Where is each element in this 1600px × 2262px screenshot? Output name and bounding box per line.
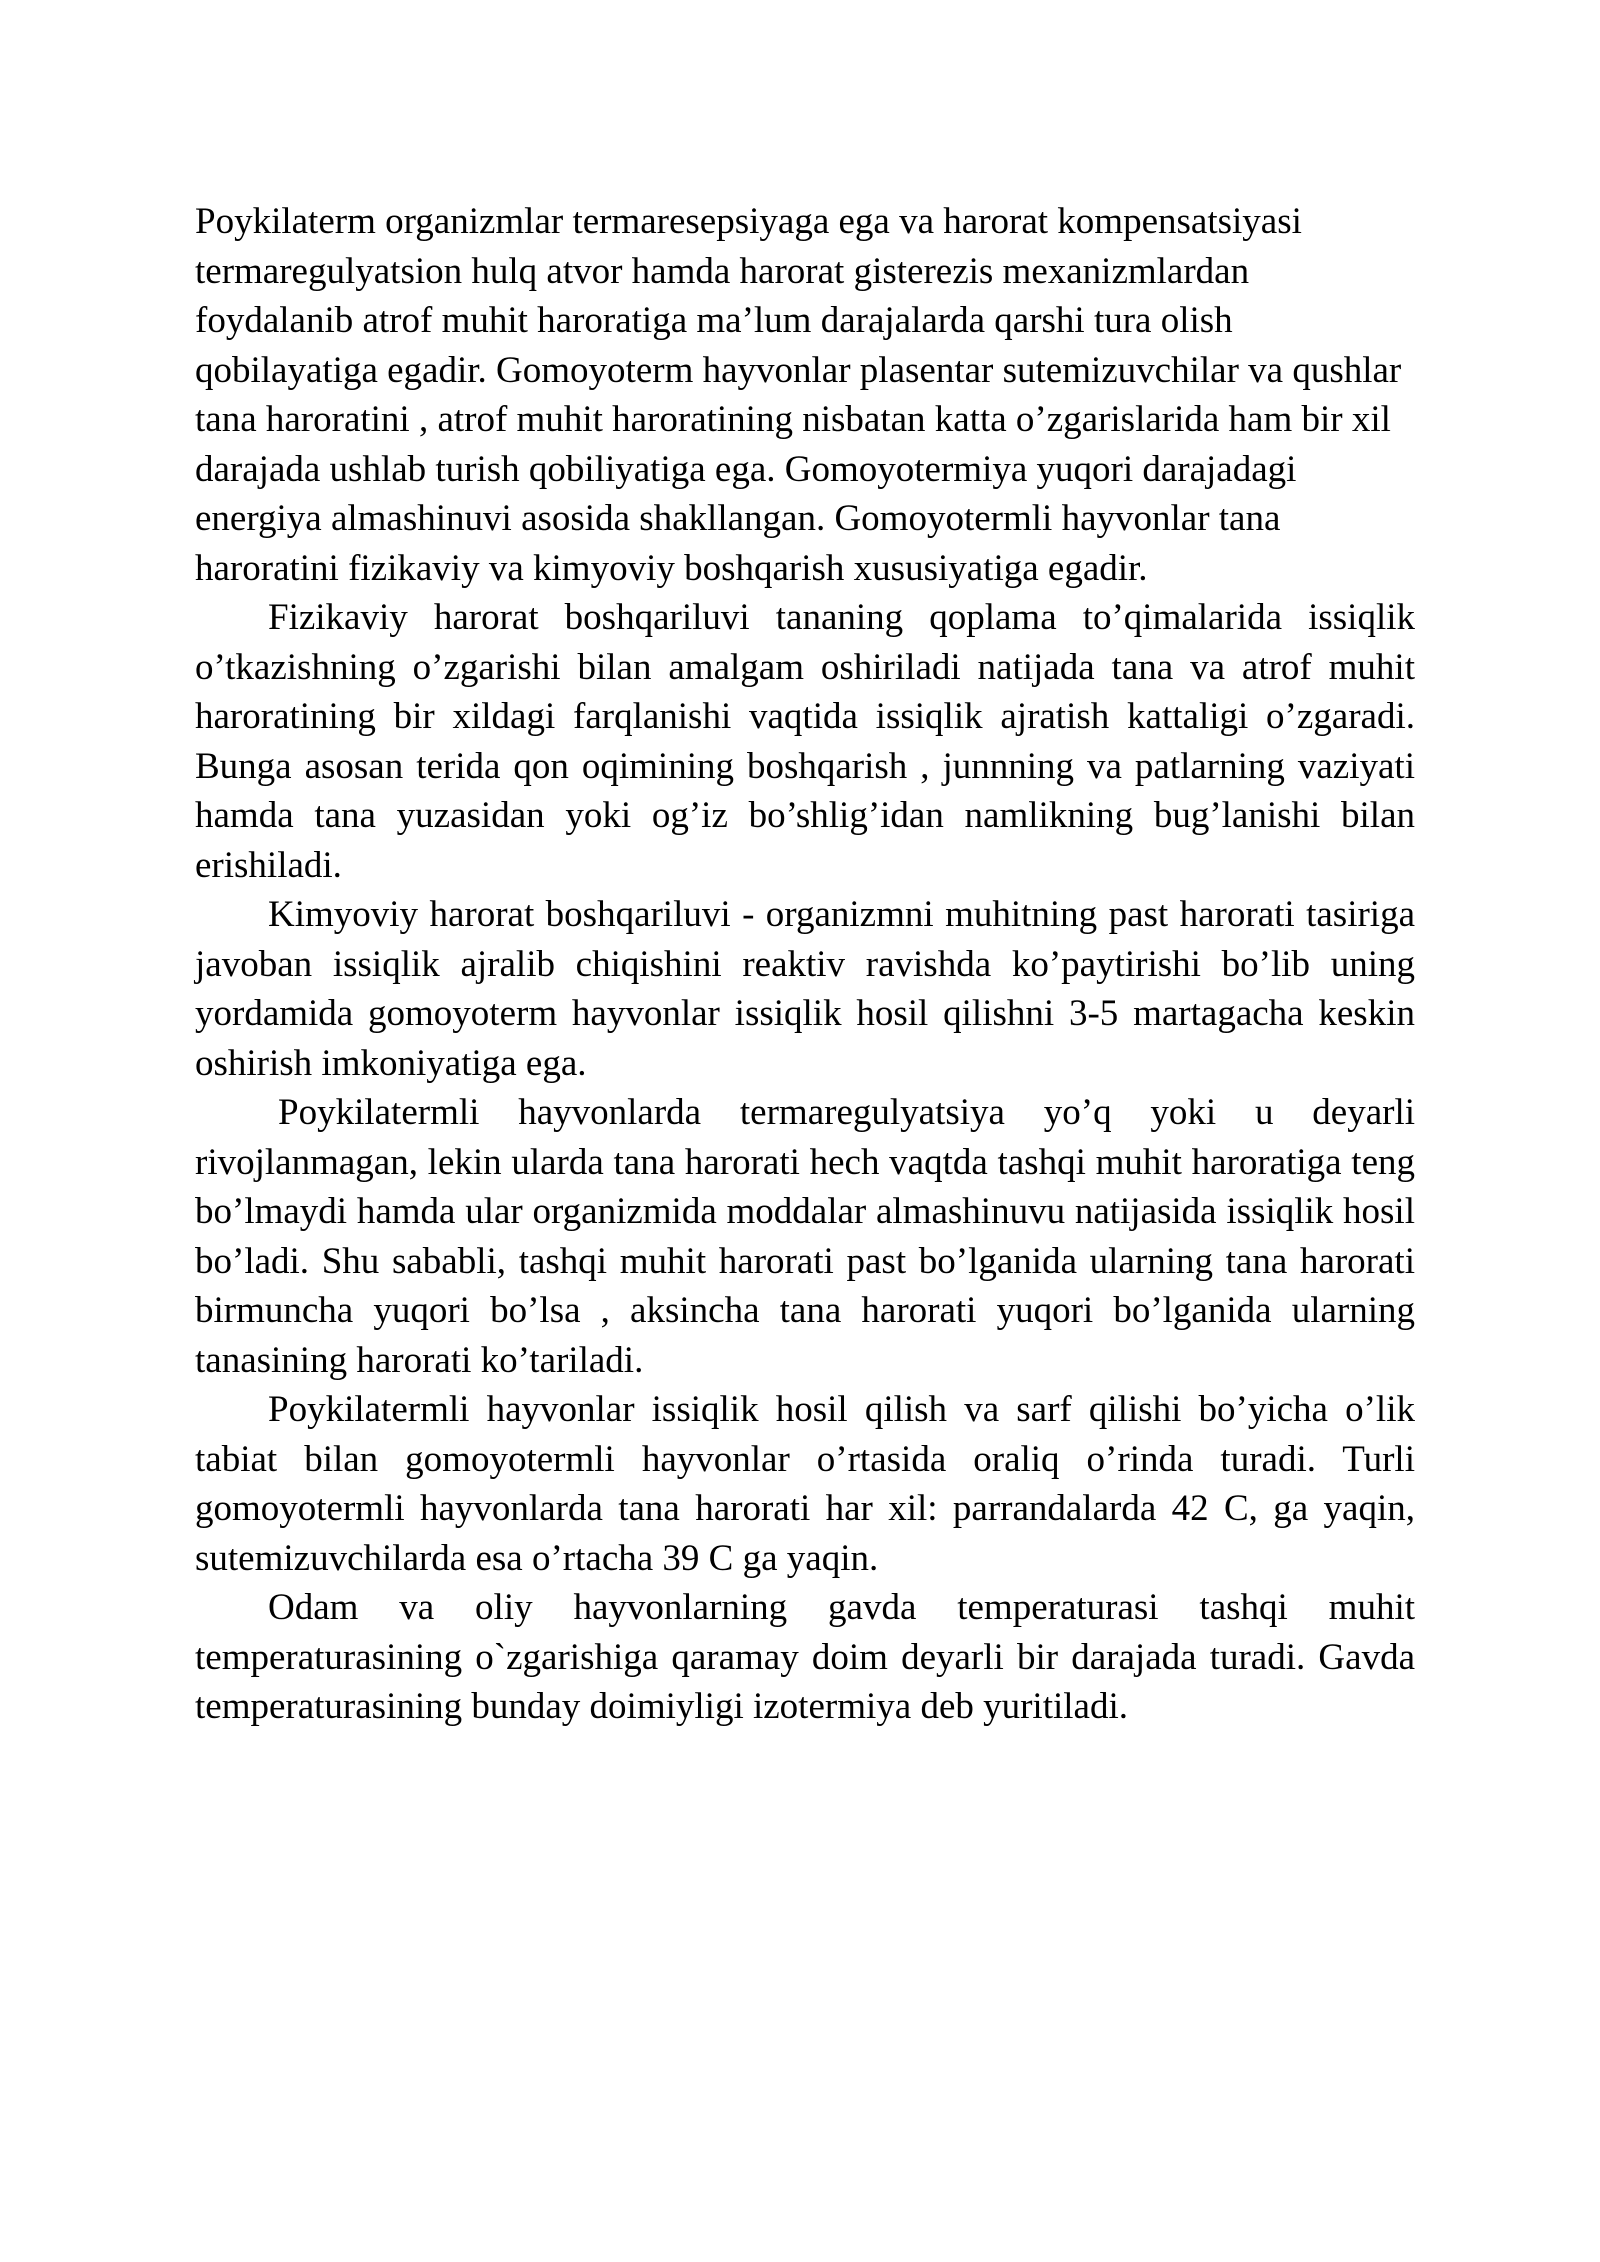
document-body — [195, 197, 1415, 1732]
paragraph-body-temperatures: Poykilatermli hayvonlar issiqlik hosil qilish va sarf qilishi bo’yicha o’lik tabiat bilan gomoyotermli hayvonlar o’rtasida oraliq o’rinda turadi. Turli gomoyotermli hayvonlarda tana harorati har xil: parrandalarda 42 C, ga yaqin, sutemizuvchilarda esa o’rtacha 39 C ga yaqin. — [195, 1389, 1415, 1579]
paragraph-poikilotherm-intro: Poykilaterm organizmlar termaresepsiyaga ega va harorat kompensatsiyasi termaregulyatsion hulq atvor hamda harorat gisterezis mexanizmlardan foydalanib atrof muhit haroratiga ma’lum darajalarda qarshi tura olish qobilayatiga egadir. Gomoyoterm hayvonlar plasentar sutemizuvchilar va qushlar tana haroratini , atrof muhit haroratining nisbatan katta o’zgarislarida ham bir xil darajada ushlab turish qobiliyatiga ega. Gomoyotermiya yuqori darajadagi energiya almashinuvi asosida shakllangan. Gomoyotermli hayvonlar tana haroratini fizikaviy va kimyoviy boshqarish xususiyatiga egadir. — [195, 201, 1402, 589]
paragraph-poikilotherm-regulation: Poykilatermli hayvonlarda termaregulyatsiya yo’q yoki u deyarli rivojlanmagan, lekin ularda tana harorati hech vaqtda tashqi muhit haroratiga teng bo’lmaydi hamda ular organizmida moddalar almashinuvu natijasida issiqlik hosil bo’ladi. Shu sababli, tashqi muhit harorati past bo’lganida ularning tana harorati birmuncha yuqori bo’lsa , aksincha tana harorati yuqori bo’lganida ularning tanasining harorati ko’tariladi. — [195, 1092, 1415, 1381]
paragraph-chemical-regulation: Kimyoviy harorat boshqariluvi - organizmni muhitning past harorati tasiriga javoban issiqlik ajralib chiqishini reaktiv ravishda ko’paytirishi bo’lib uning yordamida gomoyoterm hayvonlar issiqlik hosil qilishni 3-5 martagacha keskin oshirish imkoniyatiga ega. — [195, 894, 1415, 1084]
paragraph-isothermy: Odam va oliy hayvonlarning gavda temperaturasi tashqi muhit temperaturasining o`zgarishiga qaramay doim deyarli bir darajada turadi. Gavda temperaturasining bunday doimiyligi izotermiya deb yuritiladi. — [195, 1587, 1415, 1727]
paragraph-physical-regulation: Fizikaviy harorat boshqariluvi tananing qoplama to’qimalarida issiqlik o’tkazishning o’zgarishi bilan amalgam oshiriladi natijada tana va atrof muhit haroratining bir xildagi farqlanishi vaqtida issiqlik ajratish kattaligi o’zgaradi. Bunga asosan terida qon oqimining boshqarish , junnning va patlarning vaziyati hamda tana yuzasidan yoki og’iz bo’shlig’idan namlikning bug’lanishi bilan erishiladi. — [195, 597, 1415, 886]
